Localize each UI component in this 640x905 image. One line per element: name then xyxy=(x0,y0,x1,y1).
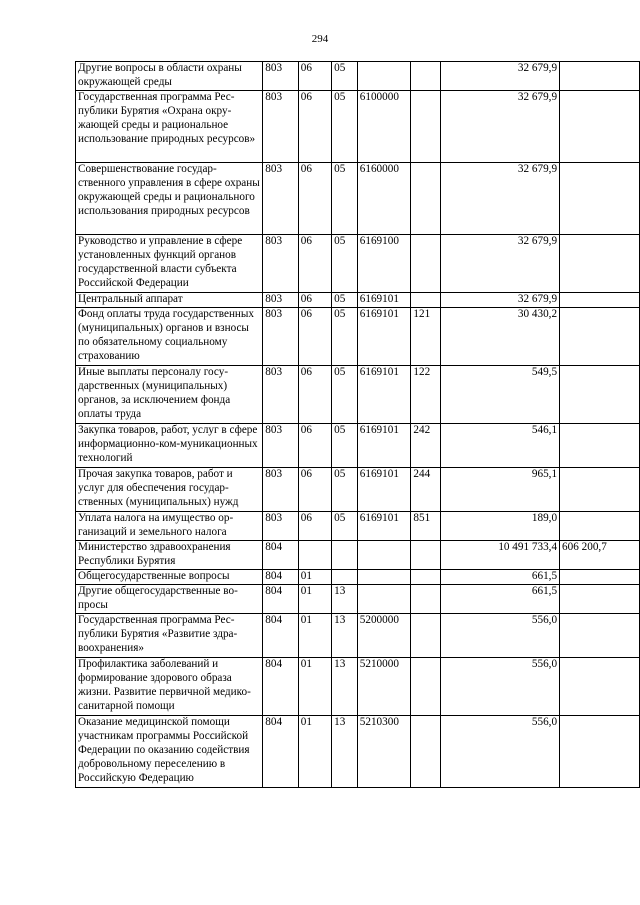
cell-amount: 32 679,9 xyxy=(441,293,560,308)
table-row xyxy=(76,62,640,91)
cell-name: Фонд оплаты труда государственных (муниципальных) органов и взносы по обязательному социальному страхованию xyxy=(76,308,263,366)
cell-target-article xyxy=(357,62,411,91)
cell-name: Прочая закупка товаров, работ и услуг для обеспечения государственных (муниципальных) нужд xyxy=(76,468,263,512)
cell-expense-type xyxy=(411,570,441,585)
cell-name: Другие вопросы в области охраны окружающей среды xyxy=(76,62,263,91)
cell-ministry-code: 804 xyxy=(263,541,298,570)
table-row xyxy=(76,91,640,163)
cell-name: Государственная программа Республики Бурятия «Развитие здравоохранения» xyxy=(76,614,263,658)
cell-subsection: 13 xyxy=(332,614,358,658)
cell-section: 06 xyxy=(298,91,331,163)
cell-expense-type xyxy=(411,716,441,788)
cell-subsection xyxy=(332,541,358,570)
table-row xyxy=(76,366,640,424)
budget-table xyxy=(75,61,640,788)
cell-section: 06 xyxy=(298,468,331,512)
cell-expense-type: 851 xyxy=(411,512,441,541)
cell-section: 01 xyxy=(298,658,331,716)
cell-amount: 32 679,9 xyxy=(441,91,560,163)
cell-ministry-code: 803 xyxy=(263,91,298,163)
table-row xyxy=(76,293,640,308)
cell-name: Руководство и управление в сфере установленных функций органов государственной власти субъекта Российской Федерации xyxy=(76,235,263,293)
cell-ministry-code: 804 xyxy=(263,614,298,658)
cell-section: 06 xyxy=(298,512,331,541)
cell-amount-2 xyxy=(560,366,640,424)
cell-amount: 549,5 xyxy=(441,366,560,424)
cell-subsection: 05 xyxy=(332,62,358,91)
cell-ministry-code: 803 xyxy=(263,512,298,541)
cell-subsection: 13 xyxy=(332,585,358,614)
cell-subsection: 05 xyxy=(332,308,358,366)
cell-amount-2 xyxy=(560,91,640,163)
cell-section: 06 xyxy=(298,308,331,366)
cell-name: Государственная программа Республики Бурятия «Охрана окружающей среды и рациональное использование природных ресурсов» xyxy=(76,91,263,163)
cell-name: Закупка товаров, работ, услуг в сфере информационно-ком-муникационных технологий xyxy=(76,424,263,468)
cell-ministry-code: 803 xyxy=(263,62,298,91)
cell-amount-2 xyxy=(560,163,640,235)
cell-target-article: 6169101 xyxy=(357,424,411,468)
cell-expense-type xyxy=(411,91,441,163)
cell-name: Иные выплаты персоналу государственных (муниципальных) органов, за исключением фонда оплаты труда xyxy=(76,366,263,424)
cell-expense-type xyxy=(411,293,441,308)
cell-amount-2 xyxy=(560,614,640,658)
cell-subsection: 13 xyxy=(332,658,358,716)
cell-subsection: 05 xyxy=(332,293,358,308)
cell-target-article: 6169101 xyxy=(357,293,411,308)
cell-section: 01 xyxy=(298,585,331,614)
cell-amount-2 xyxy=(560,716,640,788)
cell-amount-2 xyxy=(560,570,640,585)
cell-expense-type: 244 xyxy=(411,468,441,512)
cell-subsection: 05 xyxy=(332,512,358,541)
cell-amount: 556,0 xyxy=(441,658,560,716)
cell-amount: 546,1 xyxy=(441,424,560,468)
cell-subsection: 13 xyxy=(332,716,358,788)
cell-ministry-code: 803 xyxy=(263,468,298,512)
cell-amount-2 xyxy=(560,658,640,716)
cell-amount: 30 430,2 xyxy=(441,308,560,366)
cell-section: 06 xyxy=(298,163,331,235)
cell-ministry-code: 804 xyxy=(263,658,298,716)
table-row xyxy=(76,716,640,788)
cell-ministry-code: 803 xyxy=(263,163,298,235)
table-row xyxy=(76,424,640,468)
cell-amount: 556,0 xyxy=(441,716,560,788)
cell-name: Центральный аппарат xyxy=(76,293,263,308)
table-row xyxy=(76,658,640,716)
cell-target-article xyxy=(357,541,411,570)
cell-amount: 32 679,9 xyxy=(441,235,560,293)
cell-target-article: 5210300 xyxy=(357,716,411,788)
cell-name: Профилактика заболеваний и формирование здорового образа жизни. Развитие первичной медико-санитарной помощи xyxy=(76,658,263,716)
cell-target-article: 5200000 xyxy=(357,614,411,658)
cell-expense-type xyxy=(411,614,441,658)
cell-expense-type xyxy=(411,541,441,570)
table-row xyxy=(76,585,640,614)
cell-target-article: 6169101 xyxy=(357,308,411,366)
cell-expense-type: 242 xyxy=(411,424,441,468)
cell-amount: 661,5 xyxy=(441,585,560,614)
cell-ministry-code: 803 xyxy=(263,366,298,424)
cell-name: Министерство здравоохранения Республики Бурятия xyxy=(76,541,263,570)
cell-amount-2 xyxy=(560,585,640,614)
cell-expense-type xyxy=(411,163,441,235)
cell-amount-2 xyxy=(560,293,640,308)
cell-section: 06 xyxy=(298,62,331,91)
cell-target-article: 6100000 xyxy=(357,91,411,163)
cell-name: Оказание медицинской помощи участникам программы Российской Федерации по оказанию содействия добровольному переселению в Российскую Федерацию xyxy=(76,716,263,788)
cell-ministry-code: 803 xyxy=(263,308,298,366)
cell-subsection: 05 xyxy=(332,424,358,468)
cell-amount-2 xyxy=(560,308,640,366)
table-row xyxy=(76,512,640,541)
cell-target-article: 6160000 xyxy=(357,163,411,235)
cell-amount: 32 679,9 xyxy=(441,163,560,235)
table-row xyxy=(76,541,640,570)
cell-amount: 32 679,9 xyxy=(441,62,560,91)
table-row xyxy=(76,163,640,235)
cell-subsection: 05 xyxy=(332,468,358,512)
table-row xyxy=(76,308,640,366)
cell-subsection: 05 xyxy=(332,91,358,163)
cell-target-article: 5210000 xyxy=(357,658,411,716)
cell-target-article: 6169101 xyxy=(357,468,411,512)
cell-amount: 556,0 xyxy=(441,614,560,658)
cell-target-article: 6169101 xyxy=(357,512,411,541)
cell-subsection: 05 xyxy=(332,366,358,424)
cell-target-article: 6169100 xyxy=(357,235,411,293)
cell-section: 06 xyxy=(298,293,331,308)
cell-section: 06 xyxy=(298,366,331,424)
cell-target-article xyxy=(357,570,411,585)
cell-amount: 189,0 xyxy=(441,512,560,541)
cell-subsection: 05 xyxy=(332,163,358,235)
cell-expense-type xyxy=(411,62,441,91)
table-row xyxy=(76,235,640,293)
cell-amount-2 xyxy=(560,62,640,91)
cell-ministry-code: 804 xyxy=(263,570,298,585)
cell-expense-type xyxy=(411,658,441,716)
cell-amount-2 xyxy=(560,424,640,468)
cell-section: 06 xyxy=(298,424,331,468)
cell-ministry-code: 804 xyxy=(263,585,298,614)
table-row xyxy=(76,614,640,658)
cell-ministry-code: 803 xyxy=(263,293,298,308)
cell-section: 06 xyxy=(298,235,331,293)
table-row xyxy=(76,570,640,585)
cell-expense-type xyxy=(411,235,441,293)
cell-target-article xyxy=(357,585,411,614)
cell-section: 01 xyxy=(298,570,331,585)
cell-name: Общегосударственные вопросы xyxy=(76,570,263,585)
cell-subsection xyxy=(332,570,358,585)
cell-ministry-code: 803 xyxy=(263,424,298,468)
cell-expense-type: 121 xyxy=(411,308,441,366)
cell-ministry-code: 803 xyxy=(263,235,298,293)
cell-ministry-code: 804 xyxy=(263,716,298,788)
page-number: 294 xyxy=(311,33,329,45)
cell-amount-2: 606 200,7 xyxy=(560,541,640,570)
budget-table-body xyxy=(76,62,640,788)
cell-name: Другие общегосударственные вопросы xyxy=(76,585,263,614)
cell-name: Уплата налога на имущество организаций и земельного налога xyxy=(76,512,263,541)
cell-section: 01 xyxy=(298,716,331,788)
cell-expense-type xyxy=(411,585,441,614)
cell-section: 01 xyxy=(298,614,331,658)
cell-section xyxy=(298,541,331,570)
cell-amount: 661,5 xyxy=(441,570,560,585)
table-row xyxy=(76,468,640,512)
cell-target-article: 6169101 xyxy=(357,366,411,424)
cell-subsection: 05 xyxy=(332,235,358,293)
cell-amount: 965,1 xyxy=(441,468,560,512)
cell-amount-2 xyxy=(560,512,640,541)
cell-amount-2 xyxy=(560,468,640,512)
cell-amount: 10 491 733,4 xyxy=(441,541,560,570)
cell-expense-type: 122 xyxy=(411,366,441,424)
cell-amount-2 xyxy=(560,235,640,293)
cell-name: Совершенствование государственного управления в сфере охраны окружающей среды и рационального использования природных ресурсов xyxy=(76,163,263,235)
